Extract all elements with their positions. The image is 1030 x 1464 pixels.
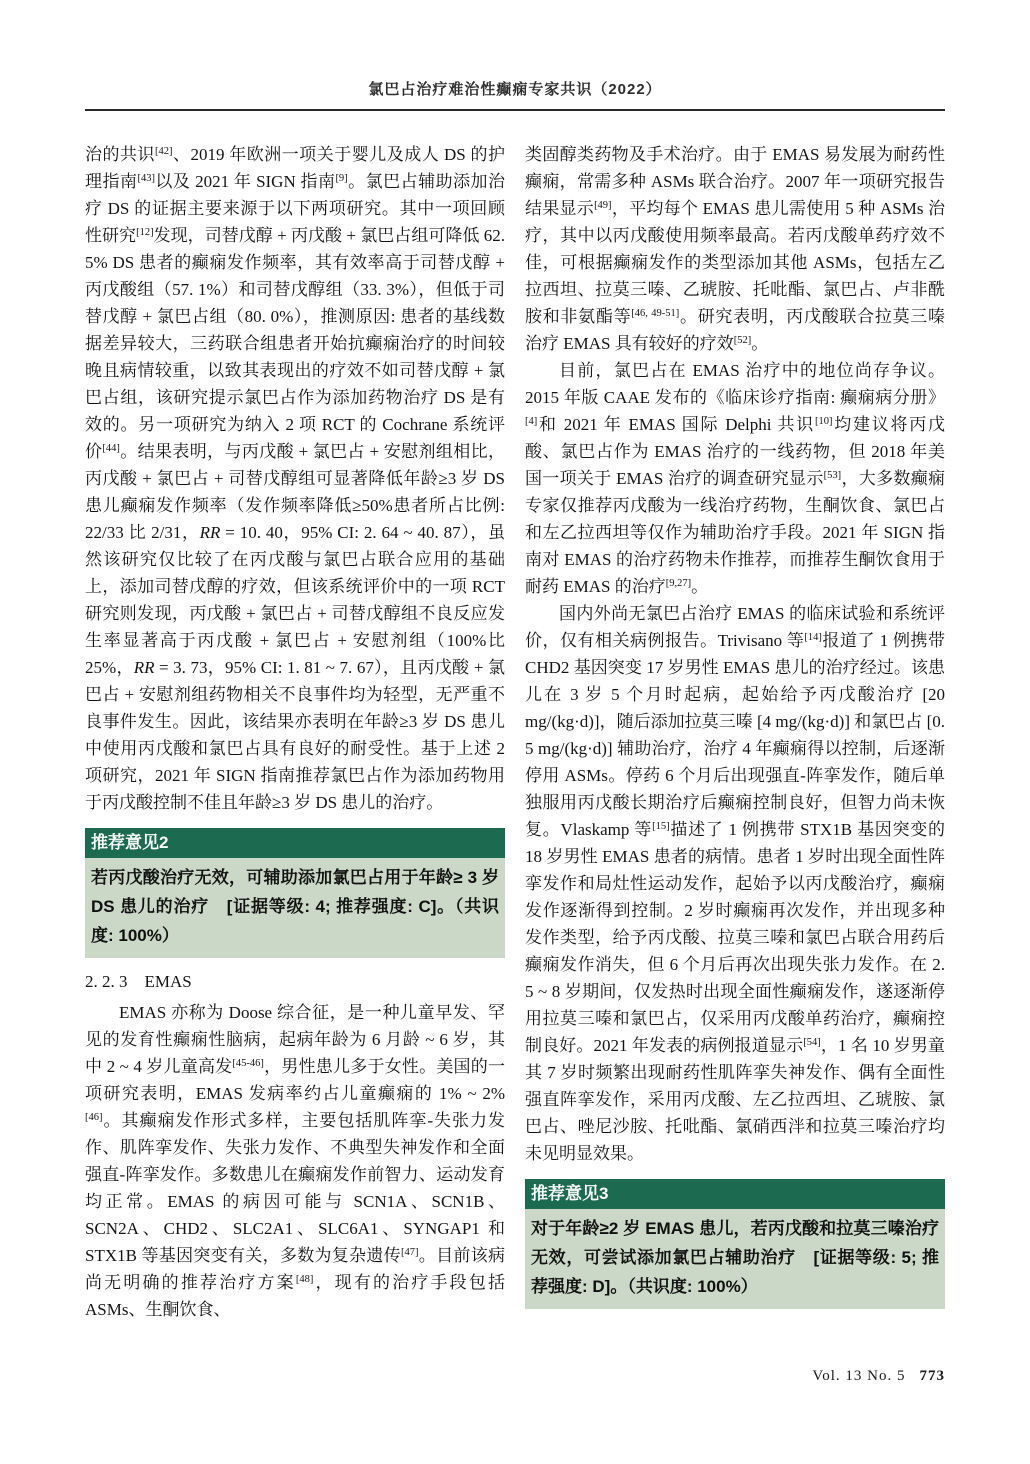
paragraph: 国内外尚无氯巴占治疗 EMAS 的临床试验和系统评价，仅有相关病例报告。Trivisano 等[14]报道了 1 例携带 CHD2 基因突变 17 岁男性 EMAS 患儿的治疗经过。该患儿在 3 岁 5 个月时起病，起始给予丙戊酸治疗 [20 mg/(kg·d)]，随后添加拉莫三嗪 [4 mg/(kg·d)] 和氯巴占 [0. 5 mg/(kg·d)] 辅助治疗，治疗 4 年癫痫得以控制，后逐渐停用 ASMs。停药 6 个月后出现强直-阵挛发作，随后单独服用丙戊酸长期治疗后癫痫控制良好，但智力尚未恢复。Vlaskamp 等[15]描述了 1 例携带 STX1B 基因突变的 18 岁男性 EMAS 患者的病情。患者 1 岁时出现全面性阵挛发作和局灶性运动发作，起始予以丙戊酸治疗，癫痫发作逐渐得到控制。2 岁时癫痫再次发作，并出现多种发作类型，给予丙戊酸、拉莫三嗪和氯巴占联合用药后癫痫发作消失，但 6 个月后再次出现失张力发作。在 2. 5 ~ 8 岁期间，仅发热时出现全面性癫痫发作，遂逐渐停用拉莫三嗪和氯巴占，仅采用丙戊酸单药治疗，癫痫控制良好。2021 年发表的病例报道显示[54]，1 名 10 岁男童其 7 岁时频繁出现耐药性肌阵挛失神发作、偶有全面性强直阵挛发作，采用丙戊酸、左乙拉西坦、乙琥胺、氯巴占、唑尼沙胺、托吡酯、氯硝西泮和拉莫三嗪治疗均未见明显效果。 xyxy=(525,604,946,1163)
recommendation-box-3-title: 推荐意见3 xyxy=(525,1179,945,1209)
recommendation-box-3-body: 对于年龄≥2 岁 EMAS 患儿，若丙戊酸和拉莫三嗪治疗无效，可尝试添加氯巴占辅助治疗 [证据等级: 5; 推荐强度: D]。（共识度: 100%） xyxy=(525,1209,945,1309)
paragraph: EMAS 亦称为 Doose 综合征，是一种儿童早发、罕见的发育性癫痫性脑病，起病年龄为 6 月龄 ~ 6 岁，其中 2 ~ 4 岁儿童高发[45-46]，男性患儿多于女性。美国的一项研究表明，EMAS 发病率约占儿童癫痫的 1% ~ 2%[46]。其癫痫发作形式多样，主要包括肌阵挛-失张力发作、肌阵挛发作、失张力发作、不典型失神发作和全面强直-阵挛发作。多数患儿在癫痫发作前智力、运动发育均正常。EMAS 的病因可能与 SCN1A、SCN1B、SCN2A、CHD2、SLC2A1、SLC6A1、SYNGAP1 和 STX1B 等基因突变有关，多数为复杂遗传[47]。目前该病尚无明确的推荐治疗方案[48]，现有的治疗手段包括 ASMs、生酮饮食、 xyxy=(85,1003,506,1319)
paragraph: 治的共识[42]、2019 年欧洲一项关于婴儿及成人 DS 的护理指南[43]以及 2021 年 SIGN 指南[9]。氯巴占辅助添加治疗 DS 的证据主要来源于以下两项研究。其中一项回顾性研究[12]发现，司替戊醇 + 丙戊酸 + 氯巴占组可降低 62. 5% DS 患者的癫痫发作频率，其有效率高于司替戊醇 + 丙戊酸组（57. 1%）和司替戊醇组（33. 3%），但低于司替戊醇 + 氯巴占组（80. 0%），推测原因: 患者的基线数据差异较大，三药联合组患者开始抗癫痫治疗的时间较晚且病情较重，以致其表现出的疗效不如司替戊醇 + 氯巴占组，该研究提示氯巴占作为添加药物治疗 DS 是有效的。另一项研究为纳入 2 项 RCT 的 Cochrane 系统评价[44]。结果表明，与丙戊酸 + 氯巴占 + 安慰剂组相比，丙戊酸 + 氯巴占 + 司替戊醇组可显著降低年龄≥3 岁 DS 患儿癫痫发作频率（发作频率降低≥50%患者所占比例: 22/33 比 2/31，RR = 10. 40，95% CI: 2. 64 ~ 40. 87），虽然该研究仅比较了在丙戊酸与氯巴占联合应用的基础上，添加司替戊醇的疗效，但该系统评价中的一项 RCT 研究则发现，丙戊酸 + 氯巴占 + 司替戊醇组不良反应发生率显著高于丙戊酸 + 氯巴占 + 安慰剂组（100%比 25%，RR = 3. 73，95% CI: 1. 81 ~ 7. 67），且丙戊酸 + 氯巴占 + 安慰剂组药物相关不良事件均为轻型，无严重不良事件发生。因此，该结果亦表明在年龄≥3 岁 DS 患儿中使用丙戊酸和氯巴占具有良好的耐受性。基于上述 2 项研究，2021 年 SIGN 指南推荐氯巴占作为添加药物用于丙戊酸控制不佳且年龄≥3 岁 DS 患儿的治疗。 xyxy=(85,145,506,812)
header-divider xyxy=(85,109,945,111)
recommendation-box-2 xyxy=(85,828,505,958)
left-top-paragraphs xyxy=(85,141,505,816)
page-footer xyxy=(85,1368,945,1385)
recommendation-box-2-title: 推荐意见2 xyxy=(85,828,505,858)
running-head-title: 氯巴占治疗难治性癫痫专家共识（2022） xyxy=(368,81,662,98)
page-header xyxy=(85,0,945,111)
paragraph: 类固醇类药物及手术治疗。由于 EMAS 易发展为耐药性癫痫，常需多种 ASMs 联合治疗。2007 年一项研究报告结果显示[49]，平均每个 EMAS 患儿需使用 5 种 ASMs 治疗，其中以丙戊酸使用频率最高。若丙戊酸单药疗效不佳，可根据癫痫发作的类型添加其他 ASMs，包括左乙拉西坦、拉莫三嗪、乙琥胺、托吡酯、氯巴占、卢非酰胺和非氨酯等[46, 49-51]。研究表明，丙戊酸联合拉莫三嗪治疗 EMAS 具有较好的疗效[52]。 xyxy=(525,145,946,353)
content-columns xyxy=(85,141,945,1323)
volume-issue-label: Vol. 13 No. 5 xyxy=(812,1368,906,1384)
journal-page xyxy=(85,0,945,1323)
page-number: 773 xyxy=(919,1368,945,1384)
right-paragraphs xyxy=(525,141,945,1167)
section-heading-emas: 2. 2. 3 EMAS xyxy=(85,972,192,991)
paragraph: 目前，氯巴占在 EMAS 治疗中的地位尚存争议。2015 年版 CAAE 发布的《临床诊疗指南: 癫痫病分册》[4]和 2021 年 EMAS 国际 Delphi 共识[10]均建议将丙戊酸、氯巴占作为 EMAS 治疗的一线药物，但 2018 年美国一项关于 EMAS 治疗的调查研究显示[53]，大多数癫痫专家仅推荐丙戊酸为一线治疗药物，生酮饮食、氯巴占和左乙拉西坦等仅作为辅助治疗手段。2021 年 SIGN 指南对 EMAS 的治疗药物未作推荐，而推荐生酮饮食用于耐药 EMAS 的治疗[9,27]。 xyxy=(525,361,946,596)
recommendation-box-2-body: 若丙戊酸治疗无效，可辅助添加氯巴占用于年龄≥ 3 岁 DS 患儿的治疗 [证据等级: 4; 推荐强度: C]。（共识度: 100%） xyxy=(85,858,505,958)
recommendation-box-3 xyxy=(525,1179,945,1309)
left-column xyxy=(85,141,505,1323)
left-bottom-paragraphs xyxy=(85,999,505,1323)
right-column xyxy=(525,141,945,1323)
